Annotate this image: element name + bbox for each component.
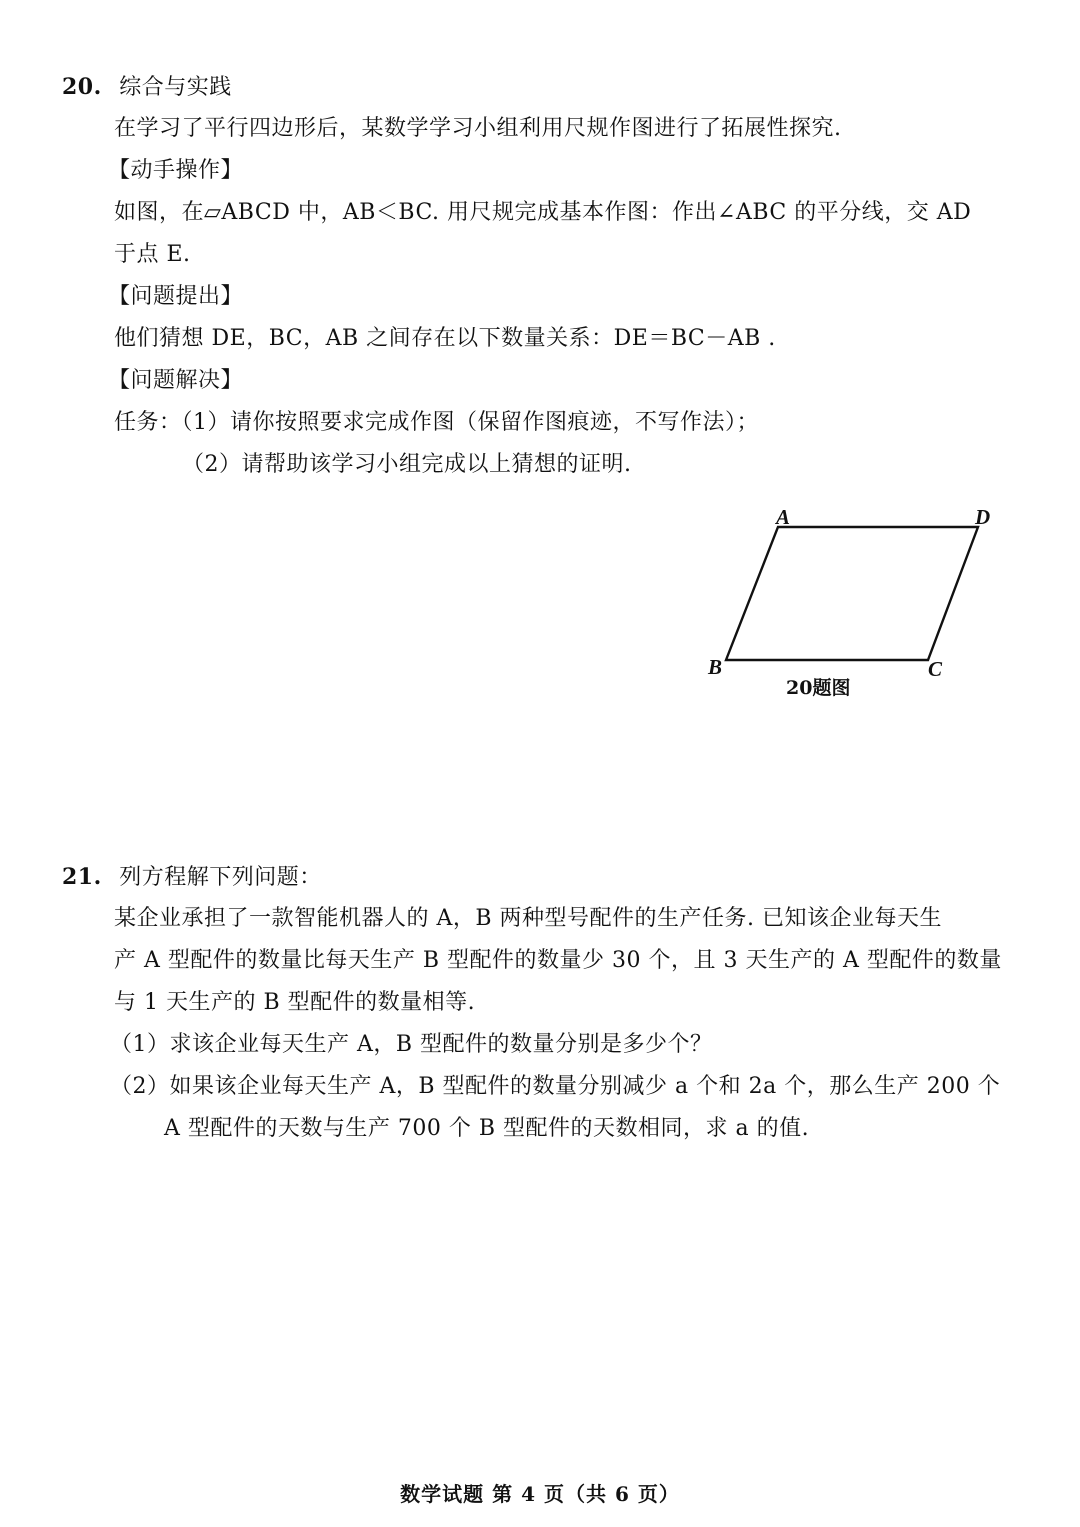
q20-intro: 在学习了平行四边形后，某数学学习小组利用尺规作图进行了拓展性探究.: [114, 116, 842, 141]
vertex-label-a: A: [776, 505, 791, 529]
q20-operation-line-1: 如图，在▱ABCD 中，AB＜BC. 用尺规完成基本作图：作出∠ABC 的平分线，交 AD: [114, 200, 972, 225]
q20-section-solution: 【问题解决】: [108, 368, 244, 393]
vertex-label-b: B: [708, 655, 723, 679]
vertex-label-d: D: [975, 505, 991, 529]
question-number: 21.: [62, 864, 102, 890]
question-title: 列方程解下列问题：: [119, 865, 322, 890]
q20-task-1: 任务：（1）请你按照要求完成作图（保留作图痕迹，不写作法）；: [114, 410, 759, 435]
q20-operation-line-2: 于点 E.: [114, 242, 191, 267]
q21-part-2-line-2: A 型配件的天数与生产 700 个 B 型配件的天数相同，求 a 的值.: [164, 1116, 810, 1141]
question-21-header: [62, 862, 322, 893]
question-number: 20.: [62, 74, 102, 100]
q20-section-hands-on: 【动手操作】: [108, 158, 244, 183]
q21-part-2-line-1: （2）如果该企业每天生产 A，B 型配件的数量分别减少 a 个和 2a 个，那么生产 200 个: [110, 1074, 1001, 1099]
q21-body-line-1: 某企业承担了一款智能机器人的 A，B 两种型号配件的生产任务. 已知该企业每天生: [114, 906, 943, 931]
figure-caption: 20题图: [786, 677, 851, 699]
q20-task-2: （2）请帮助该学习小组完成以上猜想的证明.: [182, 452, 632, 477]
question-20-header: [62, 72, 232, 103]
parallelogram-abcd: [726, 527, 978, 660]
vertex-label-c: C: [928, 657, 943, 681]
parallelogram-figure: [690, 500, 1020, 710]
page-footer: 数学试题 第 4 页（共 6 页）: [400, 1482, 680, 1506]
q20-conjecture: 他们猜想 DE，BC，AB 之间存在以下数量关系：DE＝BC－AB .: [114, 326, 776, 351]
question-title: 综合与实践: [119, 75, 232, 100]
q21-part-1: （1）求该企业每天生产 A，B 型配件的数量分别是多少个？: [110, 1032, 713, 1057]
q21-body-line-3: 与 1 天生产的 B 型配件的数量相等.: [114, 990, 476, 1015]
q21-body-line-2: 产 A 型配件的数量比每天生产 B 型配件的数量少 30 个，且 3 天生产的 A 型配件的数量: [114, 948, 1002, 973]
q20-section-problem: 【问题提出】: [108, 284, 244, 309]
